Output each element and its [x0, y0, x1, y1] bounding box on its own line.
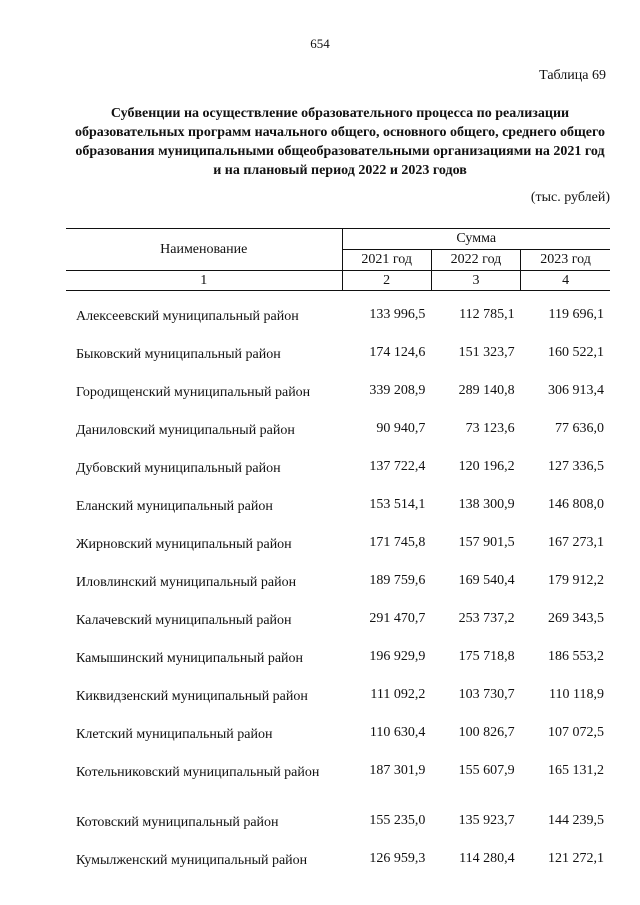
row-name: Быковский муниципальный район	[76, 347, 281, 362]
row-value-2023: 146 808,0	[548, 497, 604, 512]
row-name: Даниловский муниципальный район	[76, 423, 295, 438]
row-name: Городищенский муниципальный район	[76, 385, 311, 400]
row-value-2022: 169 540,4	[458, 573, 515, 588]
row-value-2022: 175 718,8	[458, 649, 515, 664]
table-title: Субвенции на осуществление образовательного процесса по реализации образовательных программ начального общего, основного общего, среднего общего образования муниципальными общеобразовательными организациями на 2021 год и на плановый период 2022 и 2023 годов	[74, 106, 606, 178]
table-row	[66, 383, 610, 421]
row-name: Кумылженский муниципальный район	[76, 853, 308, 868]
row-value-2021: 339 208,9	[369, 383, 426, 398]
row-value-2022: 100 826,7	[458, 725, 515, 740]
row-value-2023: 119 696,1	[548, 307, 604, 322]
row-value-2021: 111 092,2	[370, 687, 426, 702]
row-value-2023: 110 118,9	[549, 687, 604, 702]
row-name: Иловлинский муниципальный район	[76, 575, 297, 590]
row-name: Жирновский муниципальный район	[76, 537, 292, 552]
table-row	[66, 307, 610, 345]
row-value-2021: 187 301,9	[369, 763, 426, 778]
row-value-2023: 144 239,5	[548, 813, 604, 828]
row-name: Киквидзенский муниципальный район	[76, 689, 308, 704]
table-row	[66, 421, 610, 459]
row-value-2021: 174 124,6	[369, 345, 426, 360]
row-value-2022: 289 140,8	[458, 383, 515, 398]
row-value-2023: 165 131,2	[548, 763, 604, 778]
row-name: Дубовский муниципальный район	[76, 461, 281, 476]
row-value-2023: 160 522,1	[548, 345, 604, 360]
row-value-2021: 291 470,7	[369, 611, 426, 626]
row-name: Калачевский муниципальный район	[76, 613, 292, 628]
row-value-2023: 77 636,0	[555, 421, 604, 436]
row-value-2023: 186 553,2	[548, 649, 604, 664]
units-label: (тыс. рублей)	[530, 190, 610, 205]
row-value-2022: 120 196,2	[458, 459, 515, 474]
row-value-2022: 114 280,4	[459, 851, 515, 866]
row-name: Камышинский муниципальный район	[76, 651, 304, 666]
table-row	[66, 573, 610, 611]
row-value-2022: 151 323,7	[458, 345, 515, 360]
row-value-2022: 253 737,2	[458, 611, 515, 626]
header-col-number: 2	[342, 271, 431, 291]
header-name: Наименование	[66, 229, 342, 271]
row-name: Алексеевский муниципальный район	[76, 309, 299, 324]
row-name: Еланский муниципальный район	[76, 499, 273, 514]
row-value-2021: 153 514,1	[369, 497, 426, 512]
row-value-2021: 133 996,5	[369, 307, 426, 322]
row-value-2021: 196 929,9	[369, 649, 426, 664]
header-year-2023: 2023 год	[521, 250, 610, 271]
row-value-2023: 179 912,2	[548, 573, 604, 588]
table-row	[66, 611, 610, 649]
row-value-2022: 138 300,9	[458, 497, 515, 512]
row-value-2022: 135 923,7	[458, 813, 515, 828]
table-row	[66, 725, 610, 763]
subsidies-table	[66, 228, 610, 889]
header-col-number: 3	[431, 271, 520, 291]
row-value-2023: 127 336,5	[548, 459, 604, 474]
row-name: Котельниковский муниципальный район	[76, 765, 320, 780]
table-row	[66, 459, 610, 497]
table-header	[66, 229, 610, 291]
row-value-2023: 306 913,4	[548, 383, 604, 398]
row-value-2023: 269 343,5	[548, 611, 604, 626]
row-name: Клетский муниципальный район	[76, 727, 273, 742]
header-col-number: 1	[66, 271, 342, 291]
row-name: Котовский муниципальный район	[76, 815, 279, 830]
row-value-2023: 121 272,1	[548, 851, 604, 866]
row-value-2021: 110 630,4	[369, 725, 426, 740]
row-value-2021: 126 959,3	[369, 851, 426, 866]
table-label: Таблица 69	[539, 68, 606, 83]
header-year-2022: 2022 год	[431, 250, 520, 271]
row-value-2022: 73 123,6	[465, 421, 515, 436]
row-value-2022: 103 730,7	[458, 687, 515, 702]
page-number: 654	[310, 36, 330, 51]
row-value-2022: 112 785,1	[459, 307, 515, 322]
row-value-2021: 171 745,8	[369, 535, 426, 550]
table-row	[66, 851, 610, 889]
row-value-2022: 155 607,9	[458, 763, 515, 778]
table-row	[66, 345, 610, 383]
row-value-2021: 189 759,6	[369, 573, 426, 588]
row-value-2023: 107 072,5	[548, 725, 604, 740]
table-row	[66, 649, 610, 687]
table-row	[66, 687, 610, 725]
row-value-2021: 155 235,0	[369, 813, 426, 828]
table-row	[66, 497, 610, 535]
table-row	[66, 763, 610, 813]
row-value-2022: 157 901,5	[458, 535, 515, 550]
header-sum: Сумма	[342, 229, 610, 250]
row-value-2023: 167 273,1	[548, 535, 604, 550]
header-col-number: 4	[521, 271, 610, 291]
table-row	[66, 535, 610, 573]
row-value-2021: 90 940,7	[376, 421, 426, 436]
header-year-2021: 2021 год	[342, 250, 431, 271]
row-value-2021: 137 722,4	[369, 459, 426, 474]
table-row	[66, 813, 610, 851]
